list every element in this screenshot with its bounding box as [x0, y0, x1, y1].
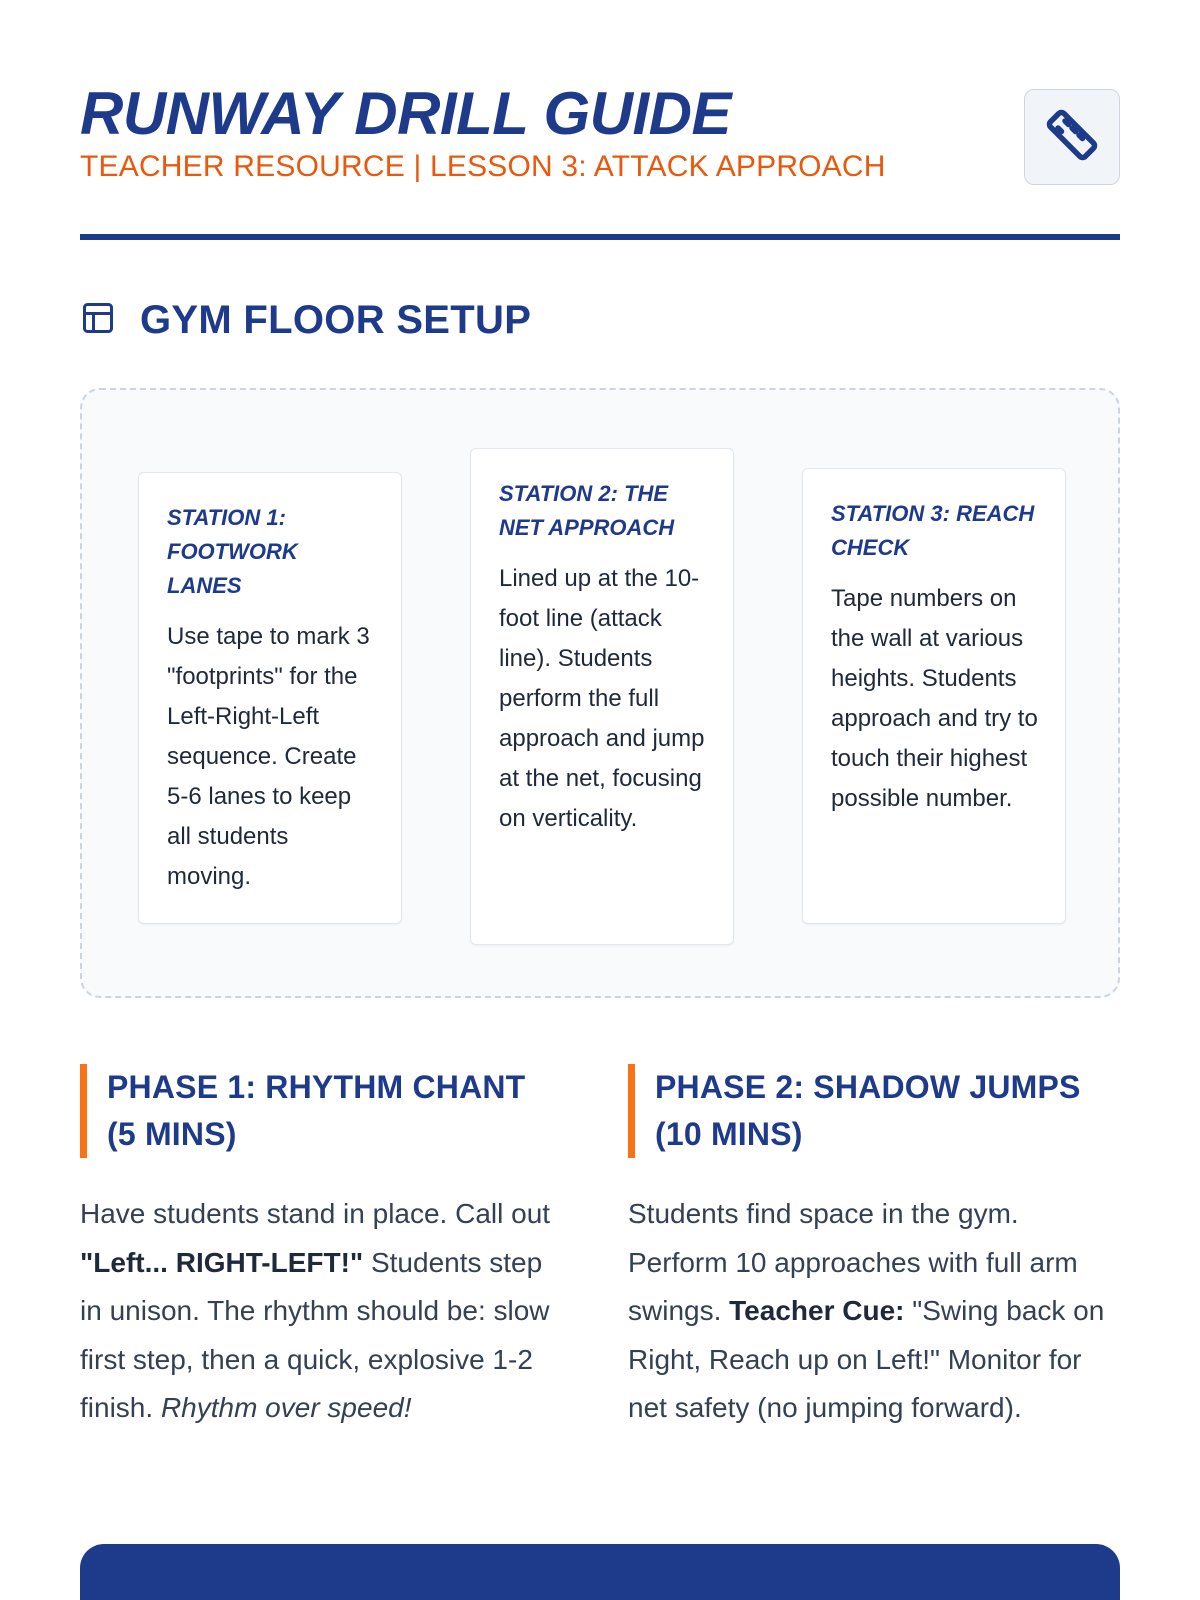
phase-description [628, 1190, 1108, 1433]
phase-2 [628, 1064, 1108, 1433]
phase-emphasis: Rhythm over speed! [160, 1392, 412, 1423]
header [80, 82, 1120, 242]
phase-1 [80, 1064, 560, 1433]
gym-floor-diagram [80, 388, 1120, 998]
page-subtitle: TEACHER RESOURCE | LESSON 3: ATTACK APPROACH [80, 150, 886, 183]
page-title: RUNWAY DRILL GUIDE [80, 80, 732, 147]
station-card [802, 468, 1066, 924]
phase-text: Students find space in the gym. Perform 10 approaches with full arm swings. [628, 1198, 1078, 1326]
section-title [80, 296, 531, 344]
station-description: Lined up at the 10-foot line (attack line). Students perform the full approach and jump at the net, focusing on verticality. [499, 565, 705, 832]
ruler-button[interactable] [1024, 89, 1120, 185]
phase-header [80, 1064, 560, 1158]
station-title: STATION 1: FOOTWORK LANES [167, 505, 298, 598]
phase-chant: "Left... RIGHT-LEFT!" [80, 1246, 364, 1278]
phase-header [628, 1064, 1108, 1158]
ruler-icon [1042, 105, 1102, 169]
page [80, 0, 1120, 1600]
station-description: Tape numbers on the wall at various heights. Students approach and try to touch their highest possible number. [831, 585, 1038, 812]
phase-title: PHASE 1: RHYTHM CHANT (5 MINS) [107, 1069, 526, 1152]
phase-text: Have students stand in place. Call out [80, 1198, 551, 1229]
teacher-cue-label: Teacher Cue: [729, 1295, 905, 1326]
phase-text: Students step in unison. The rhythm should be: slow first step, then a quick, explosive 1-2 finish. [80, 1246, 550, 1423]
station-card [138, 472, 402, 924]
phase-text: "Swing back on Right, Reach up on Left!" Monitor for net safety (no jumping forward). [628, 1295, 1105, 1423]
station-title: STATION 2: THE NET APPROACH [499, 481, 675, 540]
layout-icon [80, 300, 116, 340]
phase-title: PHASE 2: SHADOW JUMPS (10 MINS) [655, 1069, 1081, 1152]
station-card [470, 448, 734, 945]
station-title: STATION 3: REACH CHECK [831, 501, 1035, 560]
station-description: Use tape to mark 3 "footprints" for the Left-Right-Left sequence. Create 5-6 lanes to keep all students moving. [167, 623, 370, 890]
header-divider [80, 234, 1120, 240]
phase-description [80, 1190, 560, 1433]
footer-banner [80, 1544, 1120, 1600]
section-title-text: GYM FLOOR SETUP [140, 297, 532, 342]
